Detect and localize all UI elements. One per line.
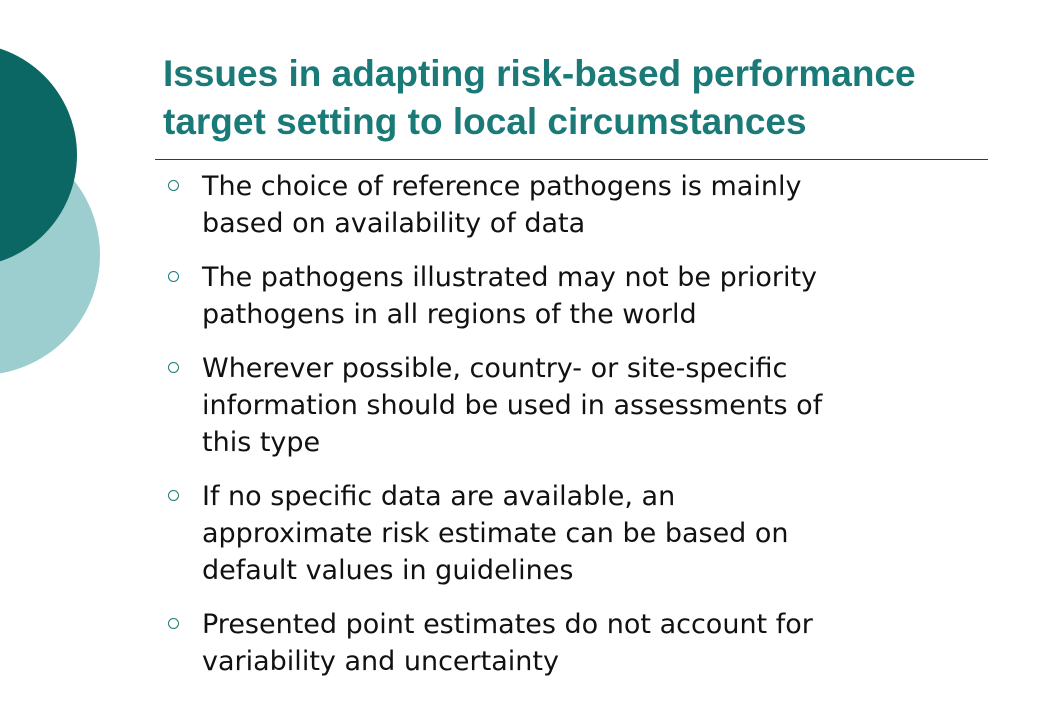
bullet-line: The pathogens illustrated may not be priority	[202, 262, 818, 293]
hollow-circle-bullet-icon	[168, 180, 179, 191]
bullet-line: information should be used in assessments of	[202, 390, 823, 421]
bullet-item	[162, 168, 1012, 242]
hollow-circle-bullet-icon	[168, 362, 179, 373]
bullet-list	[162, 168, 1012, 697]
bullet-item	[162, 350, 1012, 461]
hollow-circle-bullet-icon	[168, 490, 179, 501]
bullet-line: based on availability of data	[202, 208, 586, 239]
bullet-line: If no specific data are available, an	[202, 481, 676, 512]
bullet-line: The choice of reference pathogens is mainly	[202, 171, 802, 202]
title-line-2: target setting to local circumstances	[163, 101, 807, 142]
bullet-line: pathogens in all regions of the world	[202, 299, 697, 330]
bullet-line: default values in guidelines	[202, 555, 574, 586]
bullet-line: Presented point estimates do not account for	[202, 609, 813, 640]
title-line-1: Issues in adapting risk-based performance	[163, 53, 916, 94]
title-divider	[155, 159, 988, 160]
bullet-item	[162, 606, 1012, 680]
bullet-line: Wherever possible, country- or site-specific	[202, 353, 788, 384]
slide-title	[163, 50, 1033, 146]
bullet-item	[162, 478, 1012, 589]
bullet-line: this type	[202, 427, 321, 458]
bullet-line: variability and uncertainty	[202, 646, 559, 677]
bullet-line: approximate risk estimate can be based on	[202, 518, 789, 549]
hollow-circle-bullet-icon	[168, 271, 179, 282]
hollow-circle-bullet-icon	[168, 618, 179, 629]
bullet-item	[162, 259, 1012, 333]
decorative-circles-icon	[0, 0, 110, 400]
